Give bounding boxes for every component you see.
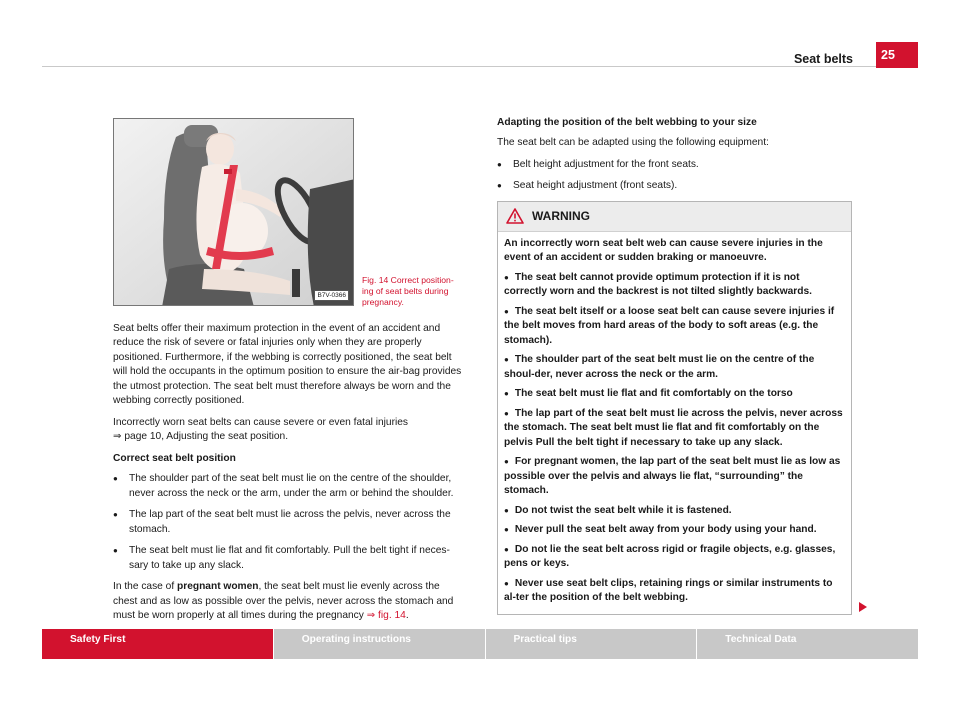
figure-caption: Fig. 14 Correct position-ing of seat belts during pregnancy.: [362, 275, 454, 307]
emphasis-text: pregnant women: [177, 581, 259, 593]
adapting-intro: The seat belt can be adapted using the following equipment:: [497, 137, 769, 149]
paragraph-text: , the seat belt must lie evenly across the chest and as low as possible over the pelvis, never across the stomach and must be worn properly at all times during the pregnancy: [113, 581, 454, 622]
warning-item: ● Never use seat belt clips, retaining rings or similar instruments to al-ter the position of the belt webbing.: [504, 577, 845, 606]
intro-paragraph: Seat belts offer their maximum protection in the event of an accident and reduce the risk of severe or fatal injuries only when they are properly positioned. Furthermore, if the webbing is correctly positioned, the seat belt will hold the occupants in the optimum position to ensure the air-bag provides the utmost protection. The seat belt must therefore always be worn and the webbing correctly positioned.: [113, 323, 462, 407]
adapting-position-heading: Adapting the position of the belt webbing to your size: [497, 117, 757, 128]
warning-item: ● The lap part of the seat belt must lie across the pelvis, never across the stomach. The seat belt must lie flat and fit comfortably on the pelvis Pull the belt tight if necessary to take up any slack.: [504, 407, 845, 450]
list-item: ● The shoulder part of the seat belt must lie on the centre of the shoulder, never across the neck or the arm, under the arm or behind the shoulder.: [113, 472, 465, 501]
list-item: ● Belt height adjustment for the front seats.: [497, 158, 852, 172]
tab-safety-first[interactable]: Safety First: [42, 629, 273, 659]
list-item: ● The seat belt must lie flat and fit comfortably. Pull the belt tight if neces-sary to take up any slack.: [113, 544, 465, 573]
paragraph-text: In the case of: [113, 581, 177, 593]
warning-intro: An incorrectly worn seat belt web can cause severe injuries in the event of an accident or sudden braking or manoeuvre.: [504, 237, 823, 264]
header-divider: [42, 66, 876, 67]
warning-body: [498, 232, 851, 614]
tab-practical-tips[interactable]: Practical tips: [486, 629, 697, 659]
page-reference-link[interactable]: ⇒ page 10, Adjusting the seat position.: [113, 431, 289, 443]
reference-text: Incorrectly worn seat belts can cause severe or even fatal injuries: [113, 416, 409, 428]
figure-code: B7V-0366: [314, 290, 349, 301]
warning-box: [497, 201, 852, 615]
warning-header: [498, 202, 851, 232]
correct-position-heading: Correct seat belt position: [113, 452, 236, 464]
pregnant-women-paragraph: [113, 580, 465, 623]
section-title: Seat belts: [793, 52, 853, 66]
warning-item: ● For pregnant women, the lap part of the seat belt must lie as low as possible over the pelvis and always lie flat, “surrounding” the stomach.: [504, 455, 845, 498]
warning-item: ● The seat belt cannot provide optimum protection if it is not correctly worn and the backrest is not tilted slightly backwards.: [504, 271, 845, 300]
warning-title: WARNING: [532, 208, 590, 223]
warning-item: ● The seat belt itself or a loose seat belt can cause severe injuries if the belt moves from hard areas of the body to soft areas (e.g. the stomach).: [504, 305, 845, 348]
warning-item: ● Never pull the seat belt away from your body using your hand.: [504, 523, 845, 537]
tab-technical-data[interactable]: Technical Data: [697, 629, 918, 659]
figure-pregnant-driver-seat-belt: [113, 118, 354, 306]
warning-reference-paragraph: [113, 416, 465, 445]
tab-operating-instructions[interactable]: Operating instructions: [274, 629, 485, 659]
figure-reference-link[interactable]: ⇒ fig. 14: [366, 610, 406, 622]
list-item: ● Seat height adjustment (front seats).: [497, 179, 852, 193]
left-column: [113, 322, 465, 631]
warning-item: ● The shoulder part of the seat belt must lie on the centre of the shoul-der, never across the neck or the arm.: [504, 353, 845, 382]
figure-illustration: [114, 119, 354, 306]
warning-item: ● Do not twist the seat belt while it is fastened.: [504, 504, 845, 518]
footer-navigation: [42, 629, 918, 659]
right-column: [497, 116, 852, 615]
warning-triangle-icon: [506, 208, 524, 224]
page-number: 25: [876, 42, 918, 68]
paragraph-text: .: [405, 610, 409, 622]
warning-item: ● The seat belt must lie flat and fit comfortably on the torso: [504, 387, 845, 401]
warning-item: ● Do not lie the seat belt across rigid or fragile objects, e.g. glasses, pens or keys.: [504, 543, 845, 572]
continue-arrow-icon: [859, 602, 867, 612]
list-item: ● The lap part of the seat belt must lie across the pelvis, never across the stomach.: [113, 508, 465, 537]
